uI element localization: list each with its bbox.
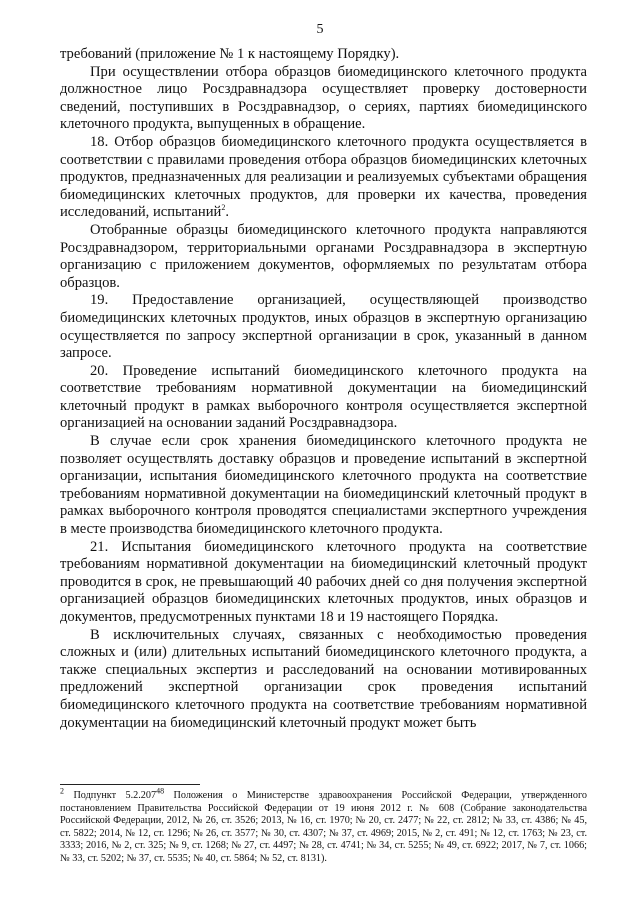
paragraph-item-21: 21. Испытания биомедицинского клеточного продукта на соответствие требованиям нормативной документации на биомедицинский клеточный продукт проводится в срок, не превышающий 40 рабочих дней со дня получения экспертной организацией образцов биомедицинских клеточных продуктов, иных образцов и документов, предусмотренных пунктами 18 и 19 настоящего Порядка. [60, 538, 587, 625]
paragraph-continuation: требований (приложение № 1 к настоящему Порядку). [60, 46, 400, 62]
footnote [60, 786, 587, 866]
paragraph-item-19: 19. Предоставление организацией, осуществляющей производство биомедицинских клеточных продуктов, иных образцов в экспертную организацию осуществляется по запросу экспертной организации в срок, указанный в данном запросе. [60, 292, 587, 362]
footnote-divider [60, 784, 200, 785]
paragraph-suffix: . [225, 204, 229, 221]
footnote-mark: 2 [60, 786, 64, 796]
footnote-text: Положения о Министерстве здравоохранения Российской Федерации, утвержденного постановлением Правительства Российской Федерации от 19 июня 2012 г. № 608 (Собрание законодательства Российской Федерации, 2012, № 26, ст. 3526; 2013, № 16, ст. 1970; № 20, ст. 2477; № 22, ст. 2812; № 33, ст. 4386; № 45, ст. 5822; 2014, № 12, ст. 1296; № 26, ст. 3577; № 30, ст. 4307; № 37, ст. 4969; 2015, № 2, ст. 491; № 12, ст. 1763; № 23, ст. 3333; 2016, № 2, ст. 325; № 9, ст. 1268; № 27, ст. 4497; № 28, ст. 4741; № 34, ст. 5255; № 49, ст. 6922; 2017, № 7, ст. 1066; № 33, ст. 5202; № 37, ст. 5535; № 40, ст. 5864; № 52, ст. 8131). [60, 790, 587, 864]
footnote-reference: 2 [221, 203, 226, 213]
paragraph: В исключительных случаях, связанных с необходимостью проведения сложных и (или) длительных испытаний биомедицинского клеточного продукта, а также специальных экспертиз и расследований на основании мотивированных предложений экспертной организации срок проведения испытаний биомедицинского клеточного продукта на соответствие требованиям нормативной документации на биомедицинский клеточный продукт может быть [60, 626, 587, 731]
paragraph-item-20: 20. Проведение испытаний биомедицинского клеточного продукта на соответствие требованиям нормативной документации на биомедицинский клеточный продукт в рамках выборочного контроля осуществляется экспертной организацией на основании заданий Росздравнадзора. [60, 362, 587, 432]
document-body [60, 46, 587, 732]
footnote-lead: Подпункт 5.2.207 [64, 790, 157, 801]
footnote-lead-sup: 48 [156, 786, 165, 796]
paragraph: При осуществлении отбора образцов биомедицинского клеточного продукта должностное лицо Росздравнадзора осуществляет проверку достоверности сведений, поступивших в Росздравнадзор, о сериях, партиях биомедицинского клеточного продукта, выпущенных в обращение. [60, 63, 587, 133]
paragraph-item-18 [60, 134, 587, 222]
paragraph: Отобранные образцы биомедицинского клеточного продукта направляются Росздравнадзором, территориальными органами Росздравнадзора в экспертную организацию с приложением документов, оформляемых по результатам отбора образцов. [60, 221, 587, 291]
paragraph: В случае если срок хранения биомедицинского клеточного продукта не позволяет осуществлять доставку образцов и проведение испытаний в экспертной организации, испытания биомедицинского клеточного продукта на соответствие требованиям нормативной документации на биомедицинский клеточный продукт в рамках выборочного контроля проводятся специалистами экспертного учреждения в месте производства биомедицинского клеточного продукта. [60, 433, 587, 538]
paragraph-text: 18. Отбор образцов биомедицинского клеточного продукта осуществляется в соответствии с правилами проведения отбора образцов биомедицинских клеточных продуктов, предназначенных для реализации и реализуемых субъектами обращения биомедицинских клеточных продуктов, для проверки их качества, проведения исследований, испытаний [60, 133, 587, 221]
page-number: 5 [316, 22, 324, 37]
